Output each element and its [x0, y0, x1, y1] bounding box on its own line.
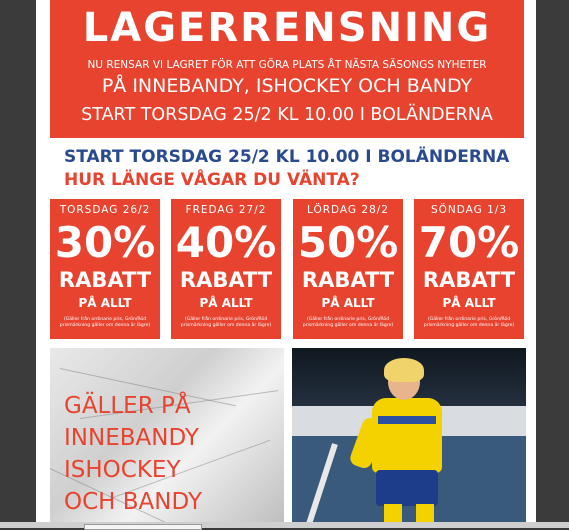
discount-percent: 40% — [175, 218, 277, 267]
ice-texture-panel — [50, 348, 284, 528]
applies-line: GÄLLER PÅ — [64, 393, 191, 419]
discount-note: (Gäller från ordinarie pris, Grön/Röd prismärkning gäller om denna är lägre) — [423, 317, 515, 328]
wait-headline: HUR LÄNGE VÅGAR DU VÄNTA? — [64, 170, 360, 190]
discount-label: RABATT — [179, 268, 273, 292]
day-name: FREDAG 27/2 — [185, 204, 267, 216]
banner-title: LAGERRENSNING — [82, 5, 492, 51]
top-banner — [50, 0, 524, 138]
floorball-player-photo — [292, 348, 526, 528]
discount-note: (Gäller från ordinarie pris, Grön/Röd prismärkning gäller om denna är lägre) — [59, 317, 151, 328]
discount-label: RABATT — [422, 268, 516, 292]
bottom-scroll-tab[interactable] — [84, 524, 202, 530]
player-shorts — [376, 470, 438, 506]
applies-line: INNEBANDY — [64, 425, 199, 451]
viewer-left-margin — [0, 0, 36, 528]
flyer-page — [36, 0, 536, 528]
viewer-right-margin — [536, 0, 569, 528]
discount-scope: PÅ ALLT — [199, 296, 253, 310]
discount-label: RABATT — [301, 268, 395, 292]
banner-start-line: START TORSDAG 25/2 KL 10.00 I BOLÄNDERNA — [81, 105, 493, 125]
day-box-saturday — [293, 199, 403, 339]
day-name: LÖRDAG 28/2 — [307, 204, 389, 216]
applies-line: OCH BANDY — [64, 489, 202, 515]
jersey-stripe — [378, 416, 436, 424]
discount-scope: PÅ ALLT — [321, 296, 375, 310]
banner-subtitle: NU RENSAR VI LAGRET FÖR ATT GÖRA PLATS ÅT NÄSTA SÄSONGS NYHETER — [87, 59, 487, 71]
discount-percent: 70% — [418, 218, 520, 267]
discount-percent: 50% — [297, 218, 399, 267]
discount-scope: PÅ ALLT — [78, 296, 132, 310]
banner-sports-line: PÅ INNEBANDY, ISHOCKEY OCH BANDY — [101, 75, 473, 97]
day-box-sunday — [414, 199, 524, 339]
start-headline: START TORSDAG 25/2 KL 10.00 I BOLÄNDERNA — [64, 147, 510, 167]
discount-percent: 30% — [54, 218, 156, 267]
discount-note: (Gäller från ordinarie pris, Grön/Röd prismärkning gäller om denna är lägre) — [302, 317, 394, 328]
day-box-friday — [171, 199, 281, 339]
player-hair — [384, 358, 424, 382]
player-jersey — [372, 398, 442, 473]
discount-scope: PÅ ALLT — [442, 296, 496, 310]
applies-to-text — [64, 390, 284, 518]
day-name: SÖNDAG 1/3 — [430, 204, 508, 216]
day-box-thursday — [50, 199, 160, 339]
day-name: TORSDAG 26/2 — [59, 204, 151, 216]
discount-label: RABATT — [58, 268, 152, 292]
discount-note: (Gäller från ordinarie pris, Grön/Röd prismärkning gäller om denna är lägre) — [180, 317, 272, 328]
applies-line: ISHOCKEY — [64, 457, 181, 483]
